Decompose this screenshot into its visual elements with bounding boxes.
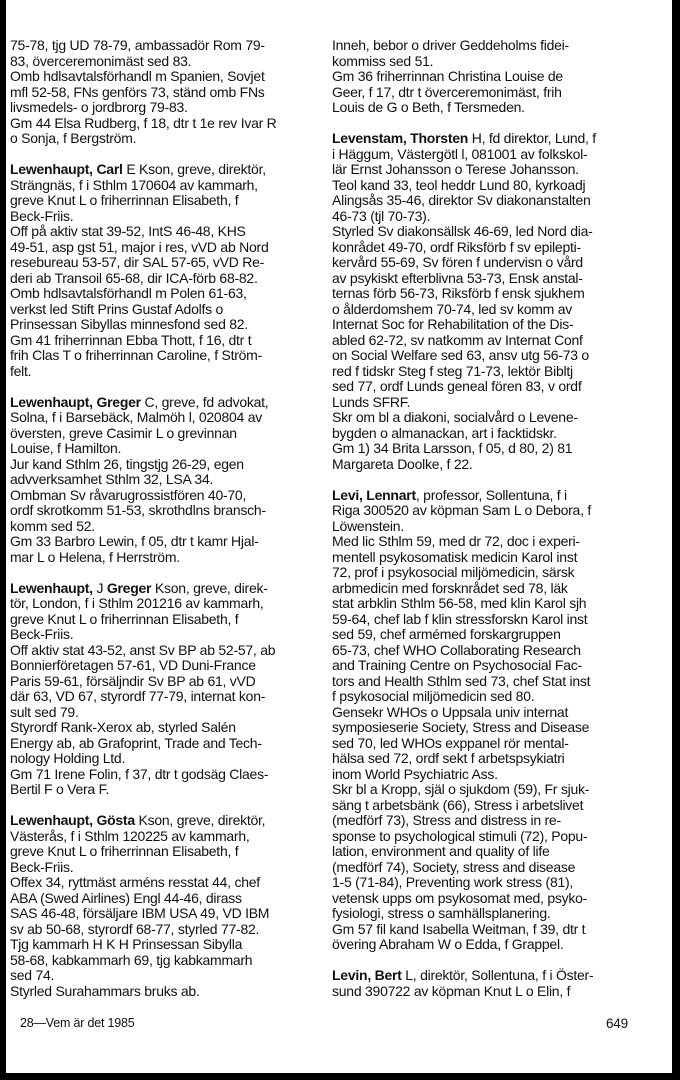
entry-text: sponse to psychological stimuli (72), Popu-	[332, 827, 588, 844]
entry-text: Bonnierföretagen 57-61, VD Duni-France	[10, 657, 256, 673]
text-line	[332, 767, 662, 783]
text-line	[10, 441, 328, 457]
entry-text: abled 62-72, sv natkomm av Internat Conf	[332, 331, 583, 348]
text-line	[10, 906, 328, 922]
entry-text: Gm 41 friherrinnan Ebba Thott, f 16, dtr t	[10, 331, 252, 348]
text-line	[10, 813, 328, 829]
entry-text: (medförf 74), Society, stress and disease	[332, 858, 576, 875]
entry-text: Inneh, bebor o driver Geddeholms fidei-	[332, 37, 569, 53]
text-line	[10, 534, 328, 550]
entry-text: advverksamhet Sthlm 32, LSA 34.	[10, 471, 214, 487]
entry-text: resebureau 53-57, dir SAL 57-65, vVD Re-	[10, 254, 265, 270]
text-line	[332, 426, 662, 442]
entry-text: sv ab 50-68, styrordf 68-77, styrled 77-82.	[10, 920, 260, 937]
entry-text: Solna, f i Barsebäck, Malmöh l, 020804 av	[10, 409, 263, 425]
entry-text: Paris 59-61, försäljndir Sv BP ab 61, vVD	[10, 672, 256, 689]
entry-text: Med lic Sthlm 59, med dr 72, doc i experi-	[332, 533, 580, 549]
text-line	[332, 720, 662, 736]
entry-text: Geer, f 17, dtr t överceremonimäst, frih	[332, 83, 562, 100]
text-line	[10, 395, 328, 411]
text-line	[332, 875, 662, 891]
text-line	[332, 162, 662, 178]
entry-text: symposieserie Society, Stress and Disease	[332, 719, 590, 735]
biography-entry	[10, 395, 328, 566]
text-line	[10, 410, 328, 426]
text-line	[10, 751, 328, 767]
text-line	[10, 457, 328, 473]
entry-text: o ålderdomshem 70-74, led sv komm av	[332, 300, 572, 317]
entry-text: Teol kand 33, teol heddr Lund 80, kyrkoadj	[332, 176, 586, 193]
entry-text: Alingsås 35-46, direktor Sv diakonanstalten	[332, 192, 591, 208]
text-line	[332, 922, 662, 938]
entry-text: Kson, greve, direktör,	[134, 812, 266, 828]
entry-text: Lunds SFRF.	[332, 393, 411, 410]
text-line	[10, 38, 328, 54]
text-line	[332, 736, 662, 752]
text-line	[332, 271, 662, 287]
entry-text: greve Knut L o friherrinnan Elisabeth, f	[10, 192, 239, 208]
entry-text: vetensk upps om psykosomat med, psyko-	[332, 889, 588, 906]
entry-text: Gm 1) 34 Brita Larsson, f 05, d 80, 2) 81	[332, 440, 573, 456]
entry-text: Ombman Sv råvarugrossistfören 40-70,	[10, 486, 247, 503]
text-line	[332, 705, 662, 721]
entry-text: Internat Soc for Rehabilitation of the Dis-	[332, 316, 574, 332]
entry-text: kervård 55-69, Sv fören f undervisn o vård	[332, 254, 583, 270]
text-line	[10, 426, 328, 442]
entry-text: mentell psykosomatisk medicin Karol inst	[332, 548, 578, 565]
biography-entry	[10, 162, 328, 379]
entry-text: H, fd direktor, Lund, f	[468, 130, 596, 146]
text-line	[332, 209, 662, 225]
text-line	[10, 100, 328, 116]
entry-text: f psykosocial miljömedicin sed 80.	[332, 688, 535, 704]
entry-text: livsmedels- o jordbrorg 79-83.	[10, 99, 188, 115]
entry-text: lation, environment and quality of life	[332, 843, 550, 859]
entry-text: Gm 57 fil kand Isabella Weitman, f 39, dtr t	[332, 920, 586, 937]
text-line	[332, 627, 662, 643]
text-line	[10, 240, 328, 256]
scan-edge-bottom	[0, 1073, 680, 1080]
entry-text: Prinsessan Sibyllas minnesfond sed 82.	[10, 316, 248, 332]
entry-name: Levenstam, Thorsten	[332, 130, 469, 146]
entry-text: tors and Health Sthlm sed 73, chef Stat inst	[332, 672, 591, 689]
text-line	[332, 581, 662, 597]
entry-text: Tjg kammarh H K H Prinsessan Sibylla	[10, 936, 243, 952]
text-line	[10, 984, 328, 1000]
entry-text: 49-51, asp gst 51, major i res, vVD ab Nord	[10, 238, 269, 255]
entry-text: Jur kand Sthlm 26, tingstjg 26-29, egen	[10, 455, 244, 472]
entry-text: sult sed 79.	[10, 703, 79, 720]
entry-text: Styrled Surahammars bruks ab.	[10, 982, 200, 999]
text-line	[332, 286, 662, 302]
text-line	[332, 193, 662, 209]
biography-entry	[332, 968, 662, 999]
text-line	[10, 286, 328, 302]
biography-entry	[10, 581, 328, 798]
running-footer: 28—Vem är det 1985	[20, 1016, 135, 1030]
entry-text: sund 390722 av köpman Knut L o Elin, f	[332, 982, 571, 999]
text-line	[332, 674, 662, 690]
text-line	[10, 596, 328, 612]
text-line	[332, 317, 662, 333]
entry-name: Lewenhaupt,	[10, 579, 93, 596]
biography-entry	[332, 38, 662, 116]
entry-text: Beck-Friis.	[10, 207, 74, 224]
entry-text: Beck-Friis.	[10, 626, 74, 642]
text-line	[10, 116, 328, 132]
text-line	[332, 550, 662, 566]
text-line	[10, 488, 328, 504]
entry-text: säng t arbetsbänk (66), Stress i arbetslivet	[332, 796, 584, 813]
text-line	[332, 100, 662, 116]
left-column	[10, 38, 328, 1015]
entry-text: Riga 300520 av köpman Sam L o Debora, f	[332, 502, 592, 518]
entry-text: Kson, greve, direk-	[151, 579, 268, 596]
text-line	[10, 54, 328, 70]
text-line	[10, 937, 328, 953]
text-line	[10, 69, 328, 85]
entry-text: Omb hdlsavtalsförhandl m Spanien, Sovjet	[10, 68, 265, 84]
text-line	[332, 69, 662, 85]
entry-text: Gm 36 friherrinnan Christina Louise de	[332, 68, 563, 84]
entry-text: , professor, Sollentuna, f i	[415, 486, 567, 503]
entry-text: sed 59, chef armémed forskargruppen	[332, 626, 561, 642]
page-number: 649	[606, 1016, 628, 1031]
entry-text: tör, London, f i Sthlm 201216 av kammarh,	[10, 595, 264, 611]
text-line	[332, 224, 662, 240]
entry-text: Omb hdlsavtalsförhandl m Polen 61-63,	[10, 285, 247, 301]
text-line	[10, 782, 328, 798]
entry-text: ABA (Swed Airlines) Engl 44-46, dirass	[10, 889, 242, 906]
entry-text: greve Knut L o friherrinnan Elisabeth, f	[10, 843, 239, 859]
text-line	[10, 581, 328, 597]
entry-text: 72, prof i psykosocial miljömedicin, särsk	[332, 564, 575, 580]
text-line	[10, 472, 328, 488]
entry-text: 59-64, chef lab f klin stressforskn Karol inst	[332, 610, 588, 627]
text-line	[332, 565, 662, 581]
entry-text: ternas förb 56-73, Riksförb f ensk sjukhem	[332, 285, 585, 301]
text-line	[332, 798, 662, 814]
entry-text: red f tidskr Steg f steg 71-73, lektör Bibltj	[332, 362, 573, 379]
text-line	[10, 689, 328, 705]
entry-text: komm sed 52.	[10, 517, 95, 534]
scan-edge-left	[0, 0, 6, 1080]
text-line	[332, 147, 662, 163]
entry-text: inom World Psychiatric Ass.	[332, 765, 498, 782]
text-line	[332, 612, 662, 628]
text-line	[332, 410, 662, 426]
entry-text: Off på aktiv stat 39-52, IntS 46-48, KHS	[10, 223, 246, 239]
biography-entry	[10, 813, 328, 999]
entry-text: sed 74.	[10, 967, 55, 983]
entry-text: Styrordf Rank-Xerox ab, styrled Salén	[10, 719, 236, 735]
entry-name: Levi, Lennart	[332, 486, 416, 503]
text-line	[332, 906, 662, 922]
entry-text: hälsa sed 72, ordf sekt f arbetspsykiatri	[332, 750, 565, 766]
text-line	[332, 782, 662, 798]
entry-text: Skr bl a Kropp, själ o sjukdom (59), Fr sjuk-	[332, 781, 590, 797]
text-line	[10, 550, 328, 566]
biography-entry	[332, 131, 662, 472]
text-line	[332, 457, 662, 473]
text-line	[332, 534, 662, 550]
entry-text: Energy ab, ab Grafoprint, Trade and Tech-	[10, 734, 262, 751]
text-line	[332, 85, 662, 101]
entry-text: övering Abraham W o Edda, f Grappel.	[332, 936, 564, 952]
entry-text: E Kson, greve, direktör,	[122, 161, 266, 177]
entry-text: deri ab Transoil 65-68, dir ICA-förb 68-82.	[10, 269, 258, 286]
entry-text: Västerås, f i Sthlm 120225 av kammarh,	[10, 827, 250, 844]
text-line	[332, 829, 662, 845]
text-line	[332, 751, 662, 767]
text-line	[10, 658, 328, 674]
entry-text: SAS 46-48, försäljare IBM USA 49, VD IBM	[10, 905, 270, 921]
entry-text: Löwenstein.	[332, 517, 404, 534]
text-line	[332, 937, 662, 953]
right-column	[332, 38, 662, 1015]
text-line	[332, 658, 662, 674]
entry-text: sed 77, ordf Lunds geneal fören 83, v ordf	[332, 378, 582, 394]
entry-text: Bertil F o Vera F.	[10, 781, 109, 797]
text-line	[10, 643, 328, 659]
entry-text: Gm 71 Irene Folin, f 37, dtr t godsäg Claes-	[10, 765, 269, 782]
text-line	[332, 131, 662, 147]
entry-text: frih Clas T o friherrinnan Caroline, f Ström-	[10, 347, 262, 363]
text-line	[332, 441, 662, 457]
entry-text: översten, greve Casimir L o grevinnan	[10, 424, 237, 441]
entry-name: Levin, Bert	[332, 967, 402, 983]
text-line	[10, 736, 328, 752]
entry-text: felt.	[10, 362, 32, 379]
text-line	[332, 488, 662, 504]
text-line	[332, 395, 662, 411]
entry-text: 1-5 (71-84), Preventing work stress (81),	[332, 874, 574, 890]
text-line	[332, 302, 662, 318]
entry-name: Greger	[106, 579, 152, 596]
text-line	[10, 302, 328, 318]
text-line	[332, 240, 662, 256]
text-line	[10, 193, 328, 209]
text-line	[332, 364, 662, 380]
text-line	[332, 860, 662, 876]
text-line	[332, 348, 662, 364]
text-line	[10, 519, 328, 535]
entry-text: arbmedicin med forsknrådet sed 78, läk	[332, 579, 568, 596]
text-line	[332, 38, 662, 54]
text-line	[10, 224, 328, 240]
text-line	[332, 844, 662, 860]
entry-text: mfl 52-58, FNs genförs 73, ständ omb FNs	[10, 83, 265, 100]
text-line	[10, 922, 328, 938]
text-line	[10, 364, 328, 380]
text-line	[10, 953, 328, 969]
entry-text: lär Ernst Johansson o Terese Johansson.	[332, 161, 579, 177]
text-line	[10, 705, 328, 721]
entry-text: Offex 34, ryttmäst arméns resstat 44, chef	[10, 874, 260, 890]
entry-text: J	[92, 579, 107, 596]
entry-text: nology Holding Ltd.	[10, 750, 126, 766]
text-line	[332, 891, 662, 907]
text-line	[10, 875, 328, 891]
entry-text: 75-78, tjg UD 78-79, ambassadör Rom 79-	[10, 37, 265, 53]
entry-text: Skr om bl a diakoni, socialvård o Levene-	[332, 409, 578, 425]
scan-edge-right	[672, 0, 680, 1080]
entry-name: Lewenhaupt, Carl	[10, 161, 123, 177]
text-line	[332, 178, 662, 194]
text-line	[10, 627, 328, 643]
entry-text: Beck-Friis.	[10, 858, 74, 875]
entry-text: on Social Welfare sed 63, ansv utg 56-73 o	[332, 347, 589, 363]
text-line	[10, 968, 328, 984]
biography-entry	[10, 38, 328, 147]
text-line	[10, 503, 328, 519]
text-line	[10, 844, 328, 860]
entry-text: o Sonja, f Bergström.	[10, 130, 137, 146]
text-line	[10, 891, 328, 907]
text-line	[10, 348, 328, 364]
entry-text: i Häggum, Västergötl l, 081001 av folkskol-	[332, 145, 588, 162]
entry-text: verkst led Stift Prins Gustaf Adolfs o	[10, 300, 224, 317]
text-line	[10, 85, 328, 101]
entry-text: konrådet 49-70, ordf Riksförb f sv epilepti-	[332, 238, 581, 255]
entry-text: greve Knut L o friherrinnan Elisabeth, f	[10, 610, 239, 627]
text-line	[10, 209, 328, 225]
text-line	[10, 271, 328, 287]
entry-text: Strängnäs, f i Sthlm 170604 av kammarh,	[10, 176, 258, 193]
text-line	[332, 689, 662, 705]
entry-text: 83, överceremonimäst sed 83.	[10, 52, 192, 69]
text-line	[332, 968, 662, 984]
text-line	[332, 54, 662, 70]
entry-text: and Training Centre on Psychosocial Fac-	[332, 657, 582, 673]
entry-text: mar L o Helena, f Herrström.	[10, 548, 180, 565]
text-line	[10, 860, 328, 876]
entry-text: 58-68, kabkammarh 69, tjg kabkammarh	[10, 951, 253, 968]
text-line	[332, 813, 662, 829]
text-line	[10, 131, 328, 147]
biography-entry	[332, 488, 662, 953]
entry-text: Margareta Doolke, f 22.	[332, 455, 473, 472]
entry-text: Louise, f Hamilton.	[10, 440, 122, 456]
text-line	[10, 674, 328, 690]
text-line	[10, 720, 328, 736]
text-line	[10, 333, 328, 349]
entry-text: stat arbklin Sthlm 56-58, med klin Karol sjh	[332, 595, 587, 611]
text-line	[332, 984, 662, 1000]
text-line	[332, 503, 662, 519]
entry-text: (medförf 73), Stress and distress in re-	[332, 812, 561, 828]
text-line	[10, 829, 328, 845]
entry-text: Louis de G o Beth, f Tersmeden.	[332, 99, 525, 115]
entry-text: 46-73 (tjl 70-73).	[332, 207, 431, 224]
text-line	[332, 596, 662, 612]
text-line	[10, 317, 328, 333]
text-line	[10, 162, 328, 178]
entry-text: C, greve, fd advokat,	[140, 393, 269, 410]
entry-text: ordf skrotkomm 51-53, skrothdlns bransch-	[10, 502, 266, 518]
text-line	[332, 379, 662, 395]
entry-name: Lewenhaupt, Gösta	[10, 812, 135, 828]
entry-text: L, direktör, Sollentuna, f i Öster-	[401, 967, 594, 983]
entry-name: Lewenhaupt, Greger	[10, 393, 141, 410]
text-line	[332, 643, 662, 659]
text-line	[10, 178, 328, 194]
entry-text: fysiologi, stress o samhällsplanering.	[332, 905, 551, 921]
entry-text: kommiss sed 51.	[332, 52, 434, 69]
text-line	[332, 333, 662, 349]
entry-text: där 63, VD 67, styrordf 77-79, internat kon-	[10, 688, 266, 704]
entry-text: Gm 33 Barbro Lewin, f 05, dtr t kamr Hjal-	[10, 533, 259, 549]
entry-text: av psykiskt efterblivna 53-73, Ensk anstal-	[332, 269, 583, 286]
entry-text: Gm 44 Elsa Rudberg, f 18, dtr t 1e rev Ivar R	[10, 114, 277, 131]
entry-text: Styrled Sv diakonsällsk 46-69, led Nord dia-	[332, 223, 593, 239]
entry-text: Off aktiv stat 43-52, anst Sv BP ab 52-57, ab	[10, 641, 276, 658]
entry-text: sed 70, led WHOs exppanel rör mental-	[332, 734, 569, 751]
entry-text: 65-73, chef WHO Collaborating Research	[332, 641, 581, 658]
text-line	[332, 255, 662, 271]
text-line	[10, 612, 328, 628]
text-line	[10, 767, 328, 783]
text-line	[10, 255, 328, 271]
entry-text: bygden o almanackan, art i facktidskr.	[332, 424, 557, 441]
entry-text: Gensekr WHOs o Uppsala univ internat	[332, 703, 569, 720]
text-line	[332, 519, 662, 535]
